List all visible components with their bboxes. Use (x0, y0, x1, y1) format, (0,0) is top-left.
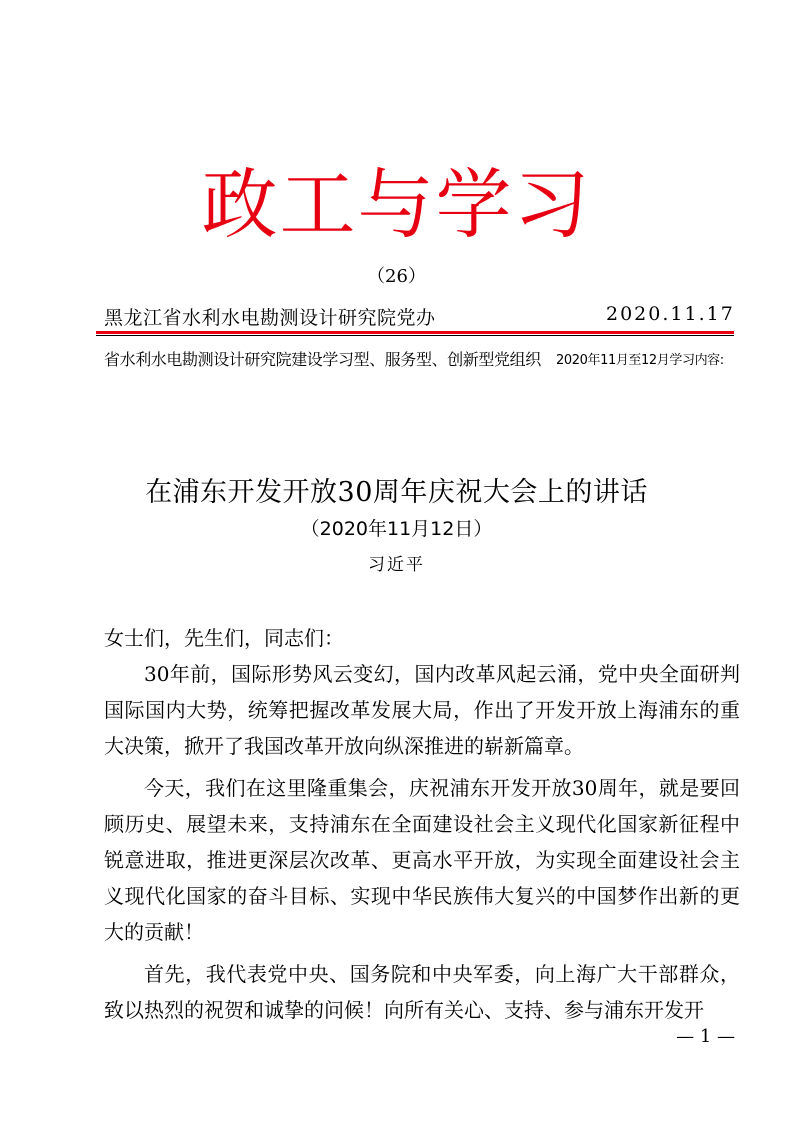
issue-number: （26） (367, 266, 426, 287)
issue-date: 2020.11.17 (606, 303, 735, 325)
salutation: 女士们，先生们，同志们： (104, 626, 344, 650)
paragraph: 首先，我代表党中央、国务院和中央军委，向上海广大干部群众，致以热烈的祝贺和诚挚的问候！向所有关心、支持、参与浦东开发开 (104, 962, 740, 1022)
speaker-name: 习近平 (368, 555, 425, 575)
paragraph: 30年前，国际形势风云变幻，国内改革风起云涌，党中央全面研判国际国内大势，统筹把握改革发展大局，作出了开发开放上海浦东的重大决策，掀开了我国改革开放向纵深推进的崭新篇章。 (104, 662, 740, 758)
speech-date: （2020年11月12日） (300, 518, 493, 540)
speech-title: 在浦东开发开放30周年庆祝大会上的讲话 (145, 477, 648, 508)
study-content-note: 2020年11月至12月学习内容: (556, 353, 724, 368)
org-tagline: 省水利水电勘测设计研究院建设学习型、服务型、创新型党组织 (104, 350, 541, 369)
page-number-text: — 1 — (676, 1026, 735, 1047)
speech-body (104, 620, 740, 1028)
issuer-name: 黑龙江省水利水电勘测设计研究院党办 (104, 307, 436, 329)
header-red-rule (96, 331, 734, 334)
page-number (0, 1026, 793, 1047)
header-black-rule (96, 335, 734, 336)
masthead-title: 政工与学习 (201, 160, 592, 249)
paragraph: 今天，我们在这里隆重集会，庆祝浦东开发开放30周年，就是要回顾历史、展望未来，支持浦东在全面建设社会主义现代化国家新征程中锐意进取，推进更深层次改革、更高水平开放，为实现全面建设社会主义现代化国家的奋斗目标、实现中华民族伟大复兴的中国梦作出新的更大的贡献！ (104, 776, 740, 944)
